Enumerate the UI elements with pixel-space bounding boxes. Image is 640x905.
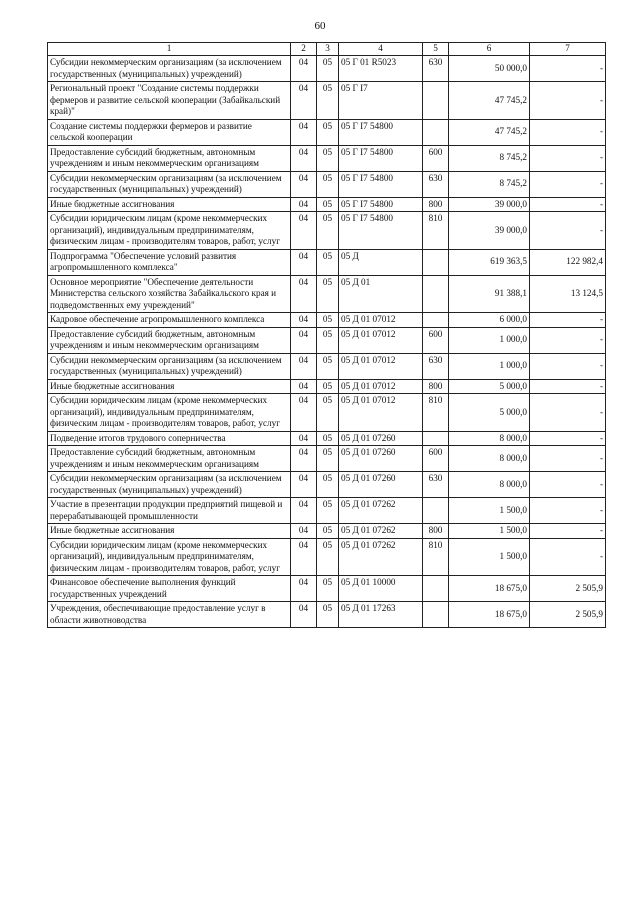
row-target-article: 05 Д 01 07260 <box>339 431 423 446</box>
row-target-article: 05 Г 01 R5023 <box>339 56 423 82</box>
row-expense-type <box>423 249 449 275</box>
row-amount-2: - <box>530 538 606 576</box>
row-target-article: 05 Д 01 07012 <box>339 313 423 328</box>
row-expense-type <box>423 431 449 446</box>
row-expense-type: 800 <box>423 379 449 394</box>
row-name: Участие в презентации продукции предприятий пищевой и перерабатывающей промышленности <box>48 498 291 524</box>
row-amount-2: - <box>530 446 606 472</box>
row-section: 04 <box>291 171 317 197</box>
row-section: 04 <box>291 212 317 250</box>
row-expense-type <box>423 576 449 602</box>
row-name: Учреждения, обеспечивающие предоставление услуг в области животноводства <box>48 602 291 628</box>
column-header: 7 <box>530 43 606 56</box>
row-amount-1: 8 745,2 <box>449 171 530 197</box>
row-amount-1: 50 000,0 <box>449 56 530 82</box>
row-section: 04 <box>291 431 317 446</box>
table-row <box>48 472 606 498</box>
row-amount-1: 619 363,5 <box>449 249 530 275</box>
row-target-article: 05 Д <box>339 249 423 275</box>
row-amount-2: 2 505,9 <box>530 576 606 602</box>
row-expense-type: 810 <box>423 212 449 250</box>
row-subsection: 05 <box>317 353 339 379</box>
row-section: 04 <box>291 538 317 576</box>
row-subsection: 05 <box>317 145 339 171</box>
row-amount-2: - <box>530 171 606 197</box>
row-section: 04 <box>291 313 317 328</box>
row-subsection: 05 <box>317 197 339 212</box>
row-expense-type <box>423 119 449 145</box>
row-expense-type <box>423 602 449 628</box>
row-section: 04 <box>291 82 317 120</box>
row-section: 04 <box>291 56 317 82</box>
row-amount-1: 8 745,2 <box>449 145 530 171</box>
row-subsection: 05 <box>317 313 339 328</box>
column-header: 4 <box>339 43 423 56</box>
row-section: 04 <box>291 353 317 379</box>
row-subsection: 05 <box>317 119 339 145</box>
table-row <box>48 171 606 197</box>
row-expense-type: 600 <box>423 327 449 353</box>
row-amount-2: 2 505,9 <box>530 602 606 628</box>
row-target-article: 05 Г I7 54800 <box>339 145 423 171</box>
row-section: 04 <box>291 472 317 498</box>
column-header: 2 <box>291 43 317 56</box>
column-header: 3 <box>317 43 339 56</box>
row-amount-2: - <box>530 353 606 379</box>
row-expense-type: 630 <box>423 171 449 197</box>
row-amount-1: 8 000,0 <box>449 472 530 498</box>
row-section: 04 <box>291 602 317 628</box>
row-amount-1: 1 000,0 <box>449 353 530 379</box>
table-body <box>48 56 606 628</box>
row-target-article: 05 Г I7 54800 <box>339 119 423 145</box>
table-row <box>48 353 606 379</box>
row-amount-2: 13 124,5 <box>530 275 606 313</box>
row-amount-1: 91 388,1 <box>449 275 530 313</box>
row-target-article: 05 Д 01 07012 <box>339 327 423 353</box>
table-row <box>48 379 606 394</box>
column-header: 5 <box>423 43 449 56</box>
row-expense-type: 810 <box>423 394 449 432</box>
row-expense-type <box>423 313 449 328</box>
row-section: 04 <box>291 119 317 145</box>
row-subsection: 05 <box>317 379 339 394</box>
table-row <box>48 538 606 576</box>
row-amount-1: 47 745,2 <box>449 119 530 145</box>
row-amount-1: 39 000,0 <box>449 197 530 212</box>
table-row <box>48 145 606 171</box>
table-row <box>48 327 606 353</box>
row-section: 04 <box>291 249 317 275</box>
column-header: 1 <box>48 43 291 56</box>
table-row <box>48 576 606 602</box>
row-subsection: 05 <box>317 602 339 628</box>
row-section: 04 <box>291 394 317 432</box>
page-number: 60 <box>314 20 326 32</box>
row-amount-1: 18 675,0 <box>449 602 530 628</box>
row-expense-type <box>423 498 449 524</box>
row-amount-2: - <box>530 56 606 82</box>
row-name: Подпрограмма "Обеспечение условий развития агропромышленного комплекса" <box>48 249 291 275</box>
column-header: 6 <box>449 43 530 56</box>
row-section: 04 <box>291 498 317 524</box>
table-row <box>48 524 606 539</box>
row-subsection: 05 <box>317 576 339 602</box>
row-name: Предоставление субсидий бюджетным, автономным учреждениям и иным некоммерческим организациям <box>48 145 291 171</box>
row-target-article: 05 Д 01 07262 <box>339 524 423 539</box>
row-section: 04 <box>291 524 317 539</box>
row-name: Иные бюджетные ассигнования <box>48 197 291 212</box>
table-row <box>48 212 606 250</box>
row-amount-1: 1 000,0 <box>449 327 530 353</box>
row-name: Субсидии юридическим лицам (кроме некоммерческих организаций), индивидуальным предпринимателям, физическим лицам - производителям товаров, работ, услуг <box>48 212 291 250</box>
row-amount-1: 18 675,0 <box>449 576 530 602</box>
row-expense-type: 600 <box>423 446 449 472</box>
row-expense-type: 600 <box>423 145 449 171</box>
row-name: Региональный проект "Создание системы поддержки фермеров и развитие сельской кооперации (Забайкальский край)" <box>48 82 291 120</box>
row-subsection: 05 <box>317 524 339 539</box>
row-name: Иные бюджетные ассигнования <box>48 379 291 394</box>
row-target-article: 05 Д 01 <box>339 275 423 313</box>
row-amount-1: 1 500,0 <box>449 538 530 576</box>
row-subsection: 05 <box>317 446 339 472</box>
row-amount-2: - <box>530 472 606 498</box>
row-expense-type: 800 <box>423 524 449 539</box>
row-subsection: 05 <box>317 498 339 524</box>
table-row <box>48 82 606 120</box>
row-amount-2: - <box>530 82 606 120</box>
row-amount-2: - <box>530 394 606 432</box>
row-section: 04 <box>291 145 317 171</box>
row-amount-2: - <box>530 313 606 328</box>
row-name: Субсидии юридическим лицам (кроме некоммерческих организаций), индивидуальным предпринимателям, физическим лицам - производителям товаров, работ, услуг <box>48 394 291 432</box>
row-amount-2: - <box>530 145 606 171</box>
row-name: Субсидии некоммерческим организациям (за исключением государственных (муниципальных) учреждений) <box>48 56 291 82</box>
row-amount-1: 47 745,2 <box>449 82 530 120</box>
row-name: Финансовое обеспечение выполнения функций государственных учреждений <box>48 576 291 602</box>
row-name: Основное мероприятие "Обеспечение деятельности Министерства сельского хозяйства Забайкальского края и подведомственных ему учреждений" <box>48 275 291 313</box>
table-row <box>48 446 606 472</box>
row-target-article: 05 Д 01 07012 <box>339 353 423 379</box>
row-expense-type <box>423 82 449 120</box>
row-target-article: 05 Г I7 54800 <box>339 171 423 197</box>
table-row <box>48 498 606 524</box>
row-name: Субсидии юридическим лицам (кроме некоммерческих организаций), индивидуальным предпринимателям, физическим лицам - производителям товаров, работ, услуг <box>48 538 291 576</box>
table-row <box>48 56 606 82</box>
row-name: Иные бюджетные ассигнования <box>48 524 291 539</box>
row-amount-2: - <box>530 379 606 394</box>
table-row <box>48 602 606 628</box>
row-target-article: 05 Д 01 07012 <box>339 379 423 394</box>
row-amount-1: 6 000,0 <box>449 313 530 328</box>
row-name: Создание системы поддержки фермеров и развитие сельской кооперации <box>48 119 291 145</box>
row-subsection: 05 <box>317 82 339 120</box>
row-target-article: 05 Г I7 <box>339 82 423 120</box>
row-subsection: 05 <box>317 472 339 498</box>
row-target-article: 05 Д 01 17263 <box>339 602 423 628</box>
row-section: 04 <box>291 446 317 472</box>
row-target-article: 05 Д 01 10000 <box>339 576 423 602</box>
row-subsection: 05 <box>317 394 339 432</box>
row-section: 04 <box>291 327 317 353</box>
row-subsection: 05 <box>317 538 339 576</box>
row-amount-2: - <box>530 212 606 250</box>
row-target-article: 05 Г I7 54800 <box>339 197 423 212</box>
row-target-article: 05 Г I7 54800 <box>339 212 423 250</box>
row-expense-type: 630 <box>423 353 449 379</box>
row-section: 04 <box>291 197 317 212</box>
row-name: Субсидии некоммерческим организациям (за исключением государственных (муниципальных) учреждений) <box>48 353 291 379</box>
table-row <box>48 313 606 328</box>
row-name: Кадровое обеспечение агропромышленного комплекса <box>48 313 291 328</box>
row-expense-type: 630 <box>423 56 449 82</box>
row-subsection: 05 <box>317 327 339 353</box>
row-target-article: 05 Д 01 07012 <box>339 394 423 432</box>
row-subsection: 05 <box>317 249 339 275</box>
budget-table <box>47 42 606 628</box>
row-target-article: 05 Д 01 07262 <box>339 538 423 576</box>
table-row <box>48 249 606 275</box>
row-target-article: 05 Д 01 07260 <box>339 472 423 498</box>
row-amount-1: 5 000,0 <box>449 394 530 432</box>
row-amount-1: 5 000,0 <box>449 379 530 394</box>
row-target-article: 05 Д 01 07260 <box>339 446 423 472</box>
row-amount-1: 39 000,0 <box>449 212 530 250</box>
row-name: Предоставление субсидий бюджетным, автономным учреждениям и иным некоммерческим организациям <box>48 327 291 353</box>
row-amount-2: - <box>530 498 606 524</box>
row-name: Предоставление субсидий бюджетным, автономным учреждениям и иным некоммерческим организациям <box>48 446 291 472</box>
row-subsection: 05 <box>317 431 339 446</box>
table-row <box>48 119 606 145</box>
row-amount-2: - <box>530 119 606 145</box>
row-expense-type: 810 <box>423 538 449 576</box>
row-name: Субсидии некоммерческим организациям (за исключением государственных (муниципальных) учреждений) <box>48 472 291 498</box>
table-row <box>48 275 606 313</box>
row-amount-1: 1 500,0 <box>449 524 530 539</box>
row-subsection: 05 <box>317 275 339 313</box>
row-target-article: 05 Д 01 07262 <box>339 498 423 524</box>
row-section: 04 <box>291 379 317 394</box>
header-row <box>48 43 606 56</box>
row-section: 04 <box>291 576 317 602</box>
row-expense-type <box>423 275 449 313</box>
row-amount-1: 8 000,0 <box>449 431 530 446</box>
row-subsection: 05 <box>317 171 339 197</box>
table-row <box>48 394 606 432</box>
row-amount-2: 122 982,4 <box>530 249 606 275</box>
table-row <box>48 431 606 446</box>
row-amount-2: - <box>530 197 606 212</box>
row-section: 04 <box>291 275 317 313</box>
row-subsection: 05 <box>317 56 339 82</box>
row-amount-1: 8 000,0 <box>449 446 530 472</box>
row-name: Субсидии некоммерческим организациям (за исключением государственных (муниципальных) учреждений) <box>48 171 291 197</box>
row-expense-type: 800 <box>423 197 449 212</box>
row-amount-2: - <box>530 327 606 353</box>
row-expense-type: 630 <box>423 472 449 498</box>
row-subsection: 05 <box>317 212 339 250</box>
row-amount-2: - <box>530 431 606 446</box>
row-amount-2: - <box>530 524 606 539</box>
row-amount-1: 1 500,0 <box>449 498 530 524</box>
row-name: Подведение итогов трудового соперничества <box>48 431 291 446</box>
table-row <box>48 197 606 212</box>
